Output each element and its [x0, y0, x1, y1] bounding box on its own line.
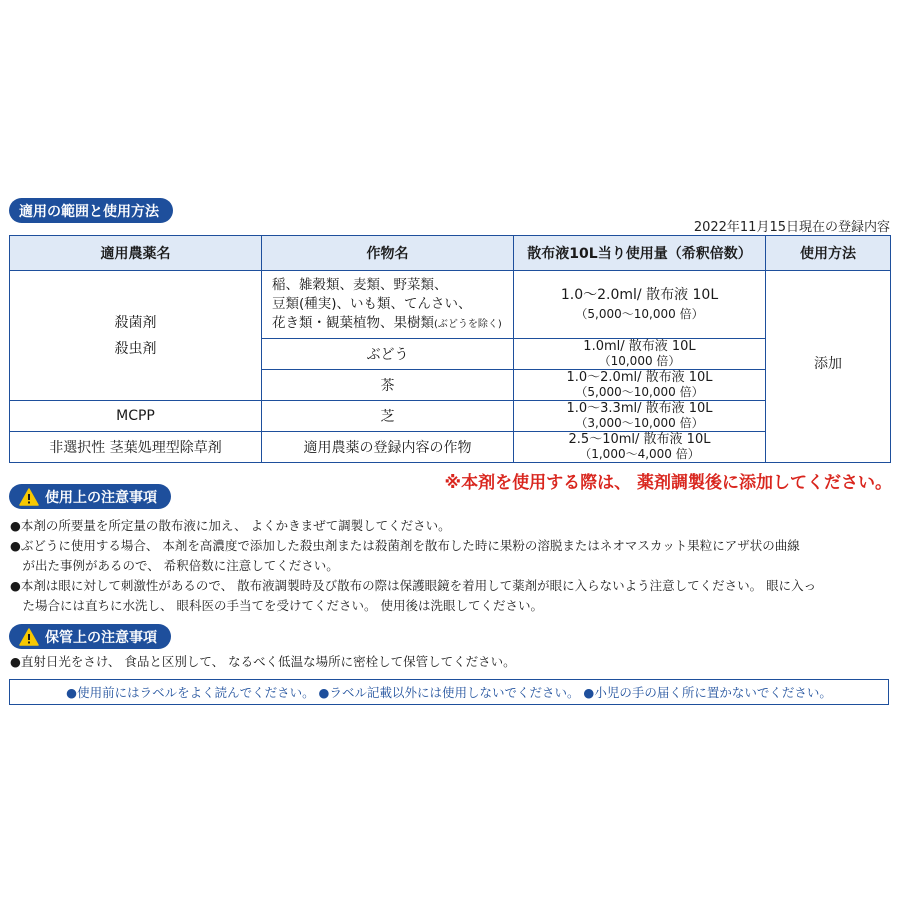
header-method: 使用方法 [766, 236, 891, 271]
rate-cell: 2.5～10ml/ 散布液 10L （1,000～4,000 倍） [514, 432, 766, 463]
red-notice: ※本剤を使用する際は、 薬剤調製後に添加してください。 [444, 473, 892, 493]
crop-turf: 芝 [262, 401, 514, 432]
list-item: が出た事例があるので、 希釈倍数に注意してください。 [10, 558, 339, 573]
storage-caution-list [10, 652, 516, 672]
list-item: ●直射日光をさけ、 食品と区別して、 なるべく低温な場所に密栓して保管してください。 [10, 654, 516, 669]
list-item: ●ぶどうに使用する場合、 本剤を高濃度で添加した殺虫剤または殺菌剤を散布した時に果粉の溶脱またはネオマスカット果粒にアザ状の曲線 [10, 538, 800, 553]
pesticide-herbicide: 非選択性 茎葉処理型除草剤 [10, 432, 262, 463]
section-title-storage-caution: 保管上の注意事項 [9, 624, 171, 649]
table-row [10, 271, 891, 339]
crop-tea: 茶 [262, 370, 514, 401]
pesticide-group1: 殺菌剤 殺虫剤 [10, 271, 262, 401]
list-item: ●本剤は眼に対して刺激性があるので、 散布液調製時及び散布の際は保護眼鏡を着用して薬剤が眼に入らないよう注意してください。 眼に入っ [10, 578, 817, 593]
rate-cell: 1.0ml/ 散布液 10L （10,000 倍） [514, 339, 766, 370]
list-item: た場合には直ちに水洗し、 眼科医の手当てを受けてください。 使用後は洗眼してください。 [10, 598, 543, 613]
label-warning-box: ●使用前にはラベルをよく読んでください。 ●ラベル記載以外には使用しないでください。 ●小児の手の届く所に置かないでください。 [9, 679, 889, 705]
table-header-row [10, 236, 891, 271]
header-pesticide: 適用農薬名 [10, 236, 262, 271]
warning-icon [19, 488, 39, 506]
crop-registered: 適用農薬の登録内容の作物 [262, 432, 514, 463]
rate-cell: 1.0～3.3ml/ 散布液 10L （3,000～10,000 倍） [514, 401, 766, 432]
pesticide-mcpp: MCPP [10, 401, 262, 432]
usage-caution-list [10, 516, 816, 616]
crop-list: 稲、雑穀類、麦類、野菜類、 豆類(種実)、いも類、てんさい、 花き類・観葉植物、果樹類(ぶどうを除く) [262, 271, 514, 339]
rate-cell: 1.0～2.0ml/ 散布液 10L （5,000～10,000 倍） [514, 271, 766, 339]
application-table [9, 235, 891, 463]
crop-grape: ぶどう [262, 339, 514, 370]
header-rate: 散布液10L当り使用量（希釈倍数） [514, 236, 766, 271]
registration-date: 2022年11月15日現在の登録内容 [693, 220, 890, 235]
header-crop: 作物名 [262, 236, 514, 271]
rate-cell: 1.0～2.0ml/ 散布液 10L （5,000～10,000 倍） [514, 370, 766, 401]
method-cell: 添加 [766, 271, 891, 463]
warning-icon [19, 628, 39, 646]
section-title-usage-caution: 使用上の注意事項 [9, 484, 171, 509]
section-title-application: 適用の範囲と使用方法 [9, 198, 173, 223]
table-row [10, 432, 891, 463]
table-row [10, 401, 891, 432]
list-item: ●本剤の所要量を所定量の散布液に加え、 よくかきまぜて調製してください。 [10, 518, 451, 533]
